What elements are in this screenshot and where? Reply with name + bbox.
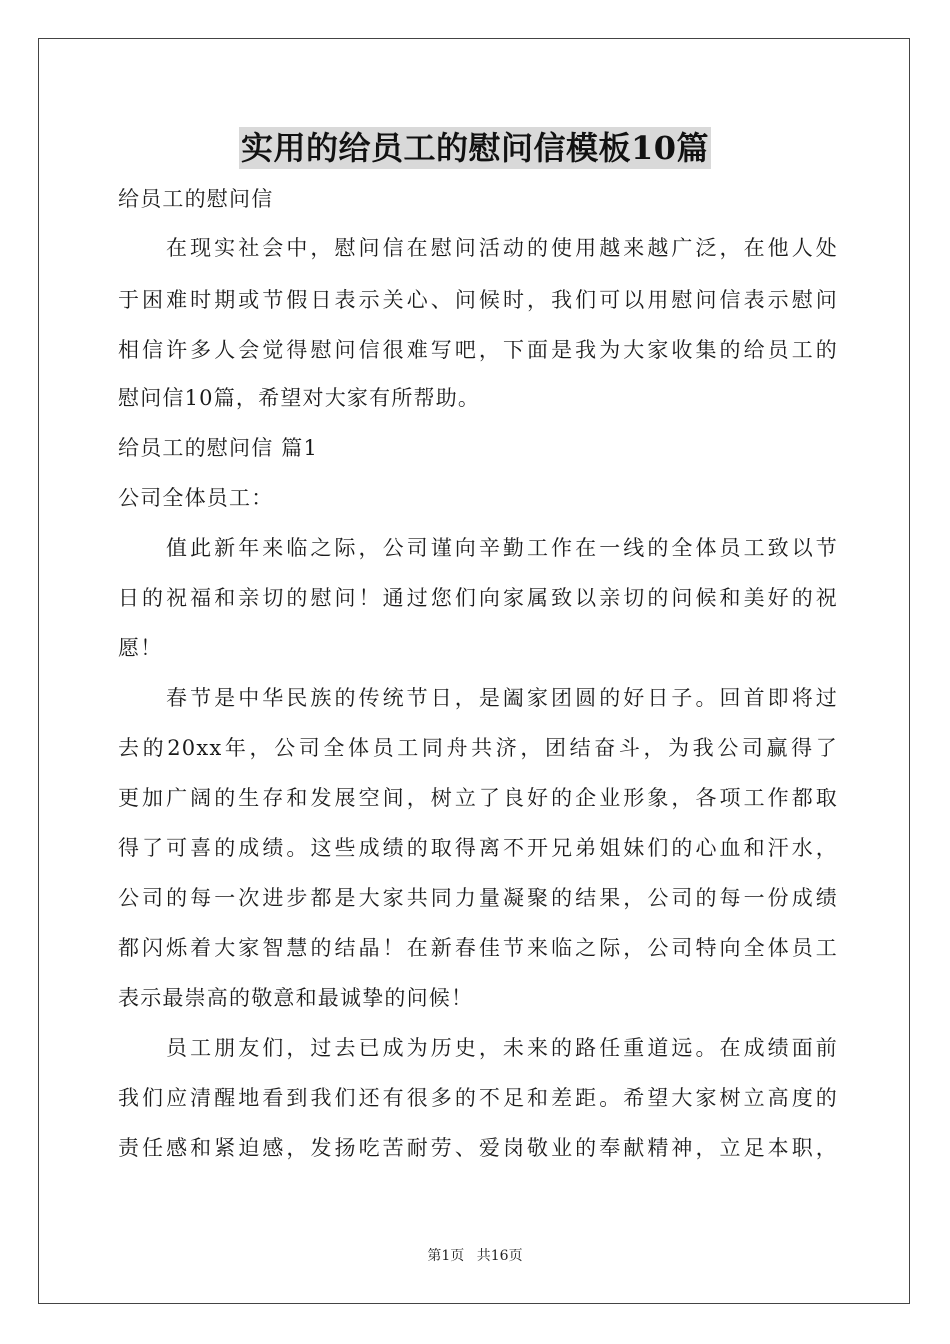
page-footer (0, 1247, 950, 1265)
paragraph-line: 员工朋友们，过去已成为历史，未来的路任重道远。在成绩面前 (166, 1036, 838, 1060)
paragraph-line: 慰问信10篇，希望对大家有所帮助。 (118, 386, 481, 410)
paragraph-line: 公司的每一次进步都是大家共同力量凝聚的结果，公司的每一份成绩 (118, 886, 838, 910)
paragraph-line: 更加广阔的生存和发展空间，树立了良好的企业形象，各项工作都取 (118, 786, 838, 810)
paragraph-line: 得了可喜的成绩。这些成绩的取得离不开兄弟姐妹们的心血和汗水， (118, 836, 838, 860)
paragraph-line: 愿！ (118, 636, 163, 660)
paragraph-line: 日的祝福和亲切的慰问！通过您们向家属致以亲切的问候和美好的祝 (118, 586, 838, 610)
paragraph-line: 在现实社会中，慰问信在慰问活动的使用越来越广泛，在他人处 (166, 236, 838, 260)
page-total: 共16页 (476, 1248, 523, 1264)
paragraph-line: 于困难时期或节假日表示关心、问候时，我们可以用慰问信表示慰问 (118, 288, 838, 312)
page-border (38, 38, 910, 1304)
document-title: 实用的给员工的慰问信模板10篇 (240, 129, 710, 167)
page-number: 第1页 (427, 1248, 465, 1264)
paragraph-line: 相信许多人会觉得慰问信很难写吧，下面是我为大家收集的给员工的 (118, 338, 838, 362)
section-heading: 给员工的慰问信 篇1 (118, 436, 319, 460)
paragraph-line: 表示最崇高的敬意和最诚挚的问候！ (118, 986, 474, 1010)
salutation: 公司全体员工： (118, 486, 274, 510)
paragraph-line: 都闪烁着大家智慧的结晶！在新春佳节来临之际，公司特向全体员工 (118, 936, 838, 960)
paragraph-line: 我们应清醒地看到我们还有很多的不足和差距。希望大家树立高度的 (118, 1086, 838, 1110)
paragraph-line: 去的20xx年，公司全体员工同舟共济，团结奋斗，为我公司赢得了 (118, 736, 838, 760)
paragraph-line: 责任感和紧迫感，发扬吃苦耐劳、爱岗敬业的奉献精神，立足本职， (118, 1136, 838, 1160)
section-heading: 给员工的慰问信 (118, 187, 274, 211)
paragraph-line: 春节是中华民族的传统节日，是阖家团圆的好日子。回首即将过 (166, 686, 838, 710)
title-container (0, 127, 950, 169)
paragraph-line: 值此新年来临之际，公司谨向辛勤工作在一线的全体员工致以节 (166, 536, 838, 560)
